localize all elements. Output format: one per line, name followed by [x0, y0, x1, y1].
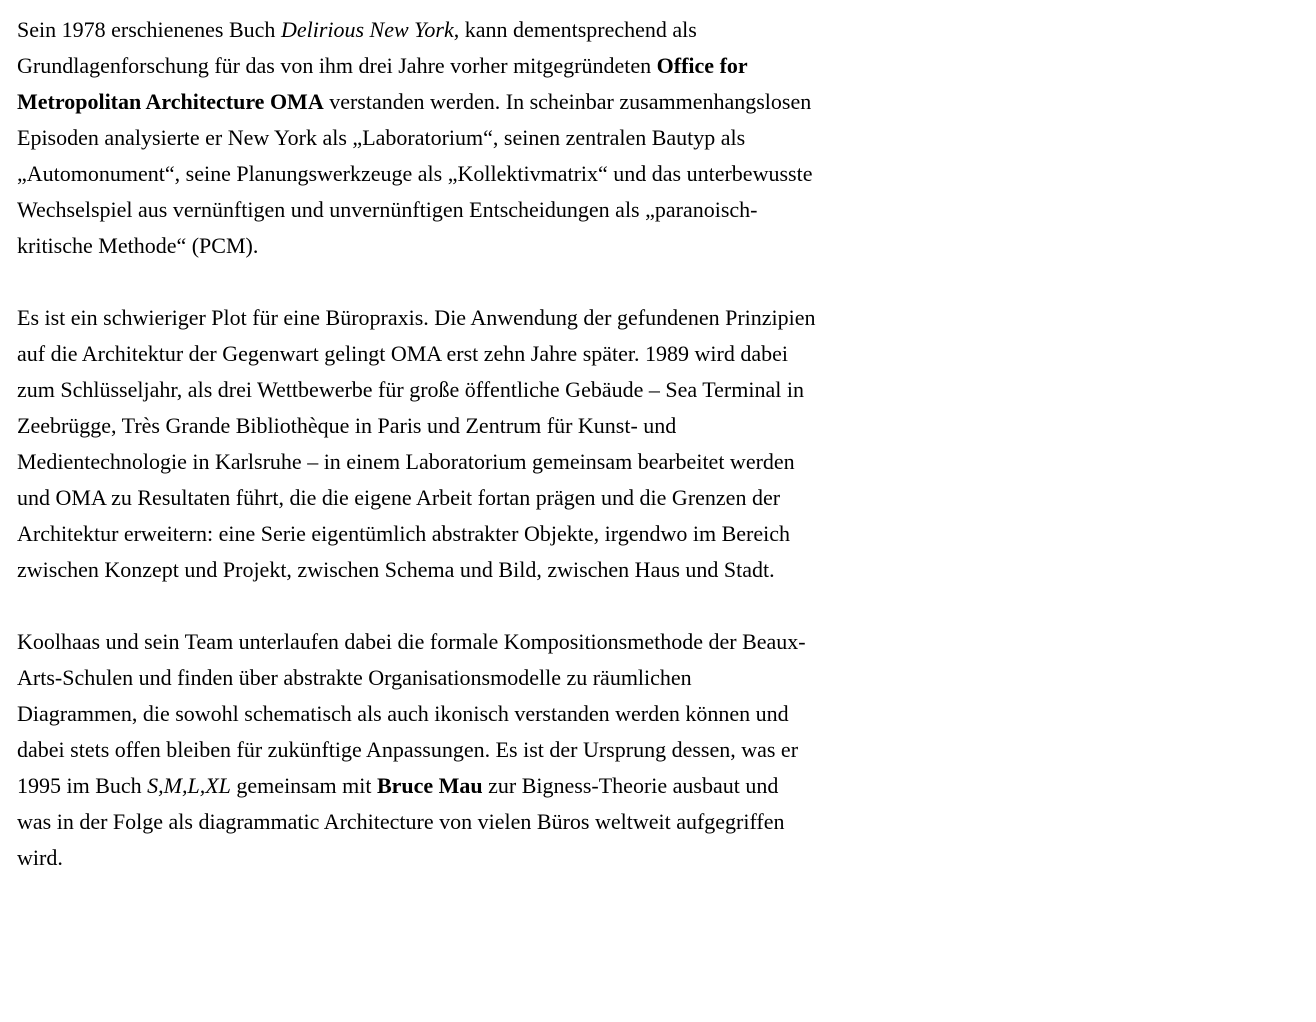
- text-segment: zur Bigness-Theorie ausbaut und was in der Folge als diagrammatic Architecture von vielen Büros weltweit aufgegriffen wird.: [17, 773, 785, 870]
- oma-office-name-bold: Office for Metropolitan Architecture OMA: [17, 53, 748, 114]
- text-segment: verstanden werden. In scheinbar zusammenhangslosen Episoden analysierte er New York als „Laboratorium“, seinen zentralen Bautyp als „Automonument“, seine Planungswerkzeuge als „Kollektivmatrix“ und das unterbewusste Wechselspiel aus vernünftigen und unvernünftigen Entscheidungen als „paranoisch-kritische Methode“ (PCM).: [17, 89, 813, 258]
- text-segment: , kann dementsprechend als Grundlagenforschung für das von ihm drei Jahre vorher mitgegründeten: [17, 17, 697, 78]
- paragraph-koolhaas-team: [17, 624, 817, 876]
- paragraph-delirious-new-york: [17, 12, 817, 264]
- bruce-mau-name-bold: Bruce Mau: [376, 773, 483, 798]
- paragraph-schwieriger-plot: [17, 300, 817, 588]
- text-segment: Es ist ein schwieriger Plot für eine Büropraxis. Die Anwendung der gefundenen Prinzipien auf die Architektur der Gegenwart gelingt OMA erst zehn Jahre später. 1989 wird dabei zum Schlüsseljahr, als drei Wettbewerbe für große öffentliche Gebäude – Sea Terminal in Zeebrügge, Très Grande Bibliothèque in Paris und Zentrum für Kunst- und Medientechnologie in Karlsruhe – in einem Laboratorium gemeinsam bearbeitet werden und OMA zu Resultaten führt, die die eigene Arbeit fortan prägen und die Grenzen der Architektur erweitern: eine Serie eigentümlich abstrakter Objekte, irgendwo im Bereich zwischen Konzept und Projekt, zwischen Schema und Bild, zwischen Haus und Stadt.: [17, 305, 816, 582]
- text-segment: Koolhaas und sein Team unterlaufen dabei die formale Kompositionsmethode der Beaux-Arts-Schulen und finden über abstrakte Organisationsmodelle zu räumlichen Diagrammen, die sowohl schematisch als auch ikonisch verstanden werden können und dabei stets offen bleiben für zukünftige Anpassungen. Es ist der Ursprung dessen, was er 1995 im Buch: [17, 629, 806, 798]
- book-title-delirious-new-york: Delirious New York: [280, 17, 454, 42]
- text-segment: gemeinsam mit: [230, 773, 377, 798]
- book-title-smlxl: S,M,L,XL: [147, 773, 231, 798]
- text-segment: Sein 1978 erschienenes Buch: [17, 17, 281, 42]
